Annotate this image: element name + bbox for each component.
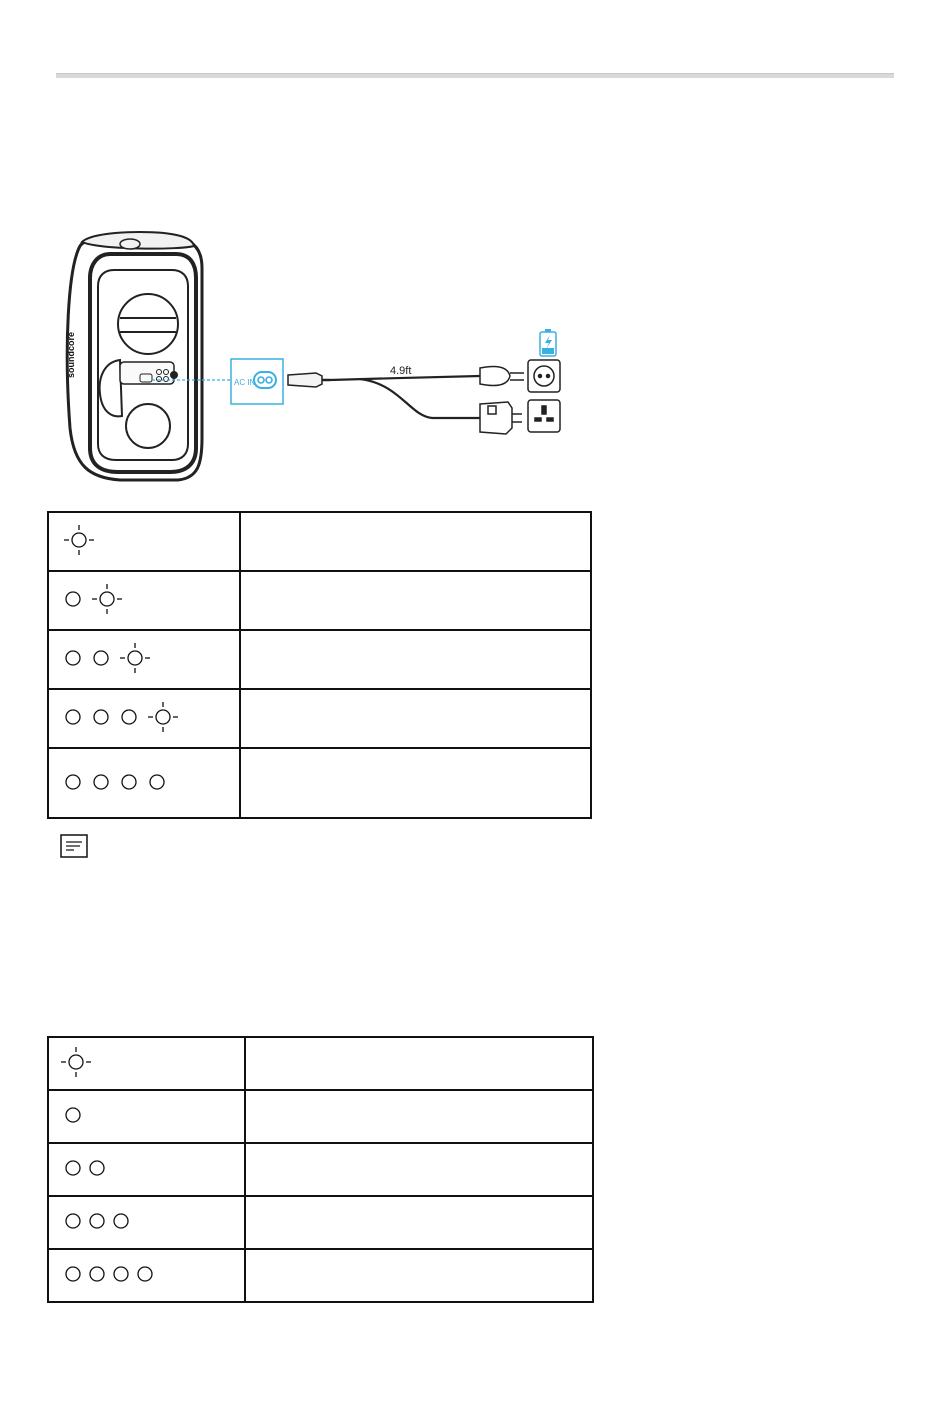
table-row (48, 1037, 593, 1090)
led-pattern-cell (48, 1196, 245, 1249)
led-blinking-icon (120, 643, 150, 673)
led-solid-icon (90, 1214, 104, 1228)
led-indicator-group (49, 513, 127, 565)
led-indicator-group (49, 1091, 123, 1137)
table-row (48, 1143, 593, 1196)
table-row (48, 1196, 593, 1249)
table-row (48, 689, 591, 748)
table-row (48, 1249, 593, 1302)
top-divider (56, 73, 894, 78)
led-blinking-icon (148, 702, 178, 732)
charging-led-table (47, 511, 592, 819)
status-description-cell (240, 689, 591, 748)
led-pattern-cell (48, 689, 240, 748)
led-solid-icon (66, 1161, 80, 1175)
power-cable (288, 373, 480, 418)
led-solid-icon (90, 1161, 104, 1175)
cable-length-label: 4.9ft (390, 365, 412, 377)
status-description-cell (245, 1090, 593, 1143)
led-pattern-cell (48, 1037, 245, 1090)
led-pattern-cell (48, 1249, 245, 1302)
led-solid-icon (122, 710, 136, 724)
led-indicator-group (49, 572, 155, 624)
uk-plug-drawing (480, 402, 522, 434)
led-indicator-group (49, 690, 211, 742)
table-row (48, 630, 591, 689)
eu-socket-drawing (528, 360, 560, 392)
charging-illustration (60, 228, 580, 484)
led-solid-icon (94, 775, 108, 789)
led-pattern-cell (48, 748, 240, 818)
status-description-cell (240, 630, 591, 689)
table-row (48, 571, 591, 630)
led-solid-icon (94, 710, 108, 724)
status-description-cell (245, 1196, 593, 1249)
note-icon (60, 834, 88, 858)
battery-charging-icon (540, 329, 556, 356)
eu-plug-drawing (480, 366, 524, 385)
led-solid-icon (114, 1267, 128, 1281)
led-pattern-cell (48, 1143, 245, 1196)
table-row (48, 512, 591, 571)
led-solid-icon (66, 710, 80, 724)
led-indicator-group (49, 1250, 195, 1296)
led-solid-icon (66, 775, 80, 789)
uk-socket-drawing (528, 400, 560, 432)
led-solid-icon (114, 1214, 128, 1228)
led-indicator-group (49, 1144, 147, 1190)
battery-led-table (47, 1036, 594, 1303)
led-solid-icon (66, 1214, 80, 1228)
led-indicator-group (49, 1197, 171, 1243)
status-description-cell (240, 512, 591, 571)
led-indicator-group (49, 755, 211, 807)
table-row (48, 1090, 593, 1143)
led-solid-icon (122, 775, 136, 789)
led-solid-icon (66, 592, 80, 606)
status-description-cell (245, 1037, 593, 1090)
led-blinking-icon (92, 584, 122, 614)
led-pattern-cell (48, 630, 240, 689)
led-indicator-group (49, 1038, 123, 1084)
led-solid-icon (90, 1267, 104, 1281)
led-pattern-cell (48, 1090, 245, 1143)
status-description-cell (245, 1143, 593, 1196)
status-description-cell (240, 748, 591, 818)
led-blinking-icon (61, 1047, 91, 1077)
status-description-cell (245, 1249, 593, 1302)
led-solid-icon (150, 775, 164, 789)
table-row (48, 748, 591, 818)
led-solid-icon (66, 1108, 80, 1122)
brand-label: soundcore (66, 331, 76, 378)
led-pattern-cell (48, 571, 240, 630)
led-solid-icon (66, 651, 80, 665)
ac-in-label: AC IN (234, 378, 256, 387)
led-indicator-group (49, 631, 183, 683)
speaker-drawing (67, 232, 202, 480)
led-pattern-cell (48, 512, 240, 571)
led-solid-icon (138, 1267, 152, 1281)
led-solid-icon (66, 1267, 80, 1281)
status-description-cell (240, 571, 591, 630)
led-blinking-icon (64, 525, 94, 555)
led-solid-icon (94, 651, 108, 665)
